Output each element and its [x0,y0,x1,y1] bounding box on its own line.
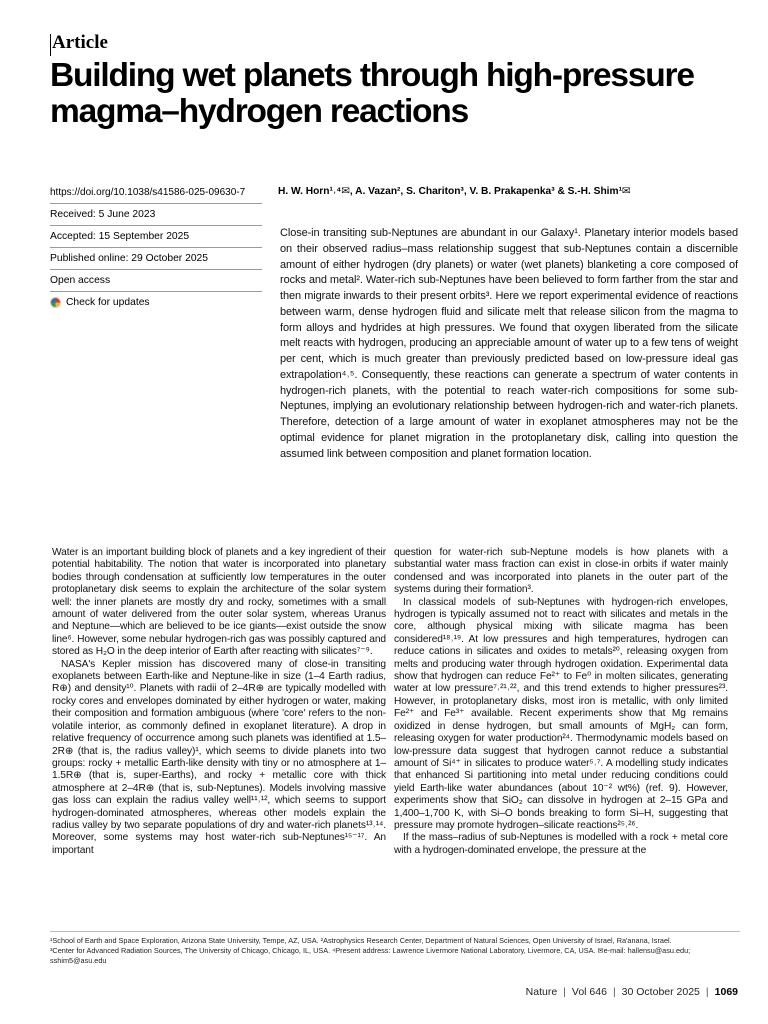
article-metadata [50,182,262,313]
issue-date: 30 October 2025 [621,986,700,998]
body-column-right [394,547,728,857]
journal-volume: Vol 646 [571,986,607,998]
footer-separator: | [563,986,566,998]
received-date: Received: 5 June 2023 [50,204,262,226]
article-type-label: Article [52,32,108,53]
header-rule [50,34,51,56]
accepted-date: Accepted: 15 September 2025 [50,226,262,248]
body-column-left [52,547,386,857]
abstract: Close-in transiting sub-Neptunes are abundant in our Galaxy¹. Planetary interior models based on their observed radius–mass relationship suggest that sub-Neptunes contain a discernible amount of either hydrogen (dry planets) or water (wet planets) blanketing a core composed of rocks and metal². Water-rich sub-Neptunes have been believed to form farther from the star and then migrate inwards to their present orbits³. Here we report experimental evidence of reactions between warm, dense hydrogen fluid and silicate melt that release silicon from the magma to form alloys and hydrides at high pressures. We found that oxygen liberated from the silicate melt reacts with hydrogen, producing an appreciable amount of water up to a few tens of weight per cent, which is much greater than previously predicted based on low-pressure ideal gas extrapolation⁴˒⁵. Consequently, these reactions can generate a spectrum of water contents in hydrogen-rich planets, with the potential to reach water-rich compositions for some sub-Neptunes, implying an evolutionary relationship between hydrogen-rich and water-rich planets. Therefore, detection of a large amount of water in exoplanet atmospheres may not be the optimal evidence for planet migration in the protoplanetary disk, calling into question the assumed link between composition and planet formation location. [280,227,738,460]
check-for-updates-link[interactable] [50,292,262,313]
footer-separator: | [705,986,709,998]
page-footer [526,986,738,998]
author-list: H. W. Horn¹˒⁴✉, A. Vazan², S. Chariton³, V. B. Prakapenka³ & S.-H. Shim¹✉ [278,186,631,197]
doi-link[interactable]: https://doi.org/10.1038/s41586-025-09630-7 [50,182,262,204]
page-number: 1069 [714,986,738,998]
journal-name: Nature [525,986,558,998]
footer-separator: | [612,986,616,998]
article-title: Building wet planets through high-pressure magma–hydrogen reactions [50,57,694,130]
affiliation-line: ³Center for Advanced Radiation Sources, The University of Chicago, Chicago, IL, USA. ⁴Present address: Lawrence Livermore National Laboratory, Livermore, CA, USA. ✉e-mail: hallensu@asu.edu; [50,945,691,955]
body-paragraph: In classical models of sub-Neptunes with hydrogen-rich envelopes, hydrogen is typically assumed not to react with silicates and metals in the core, although physical mixing with silicate magma has been considered¹⁸˒¹⁹. At low pressures and high temperatures, hydrogen can reduce cations in silicates and oxides to metals²⁰, releasing oxygen from melts and producing water through hydrogen oxidation. Experimental data show that hydrogen can reduce Fe²⁺ to Fe⁰ in molten silicates, generating water at low pressure⁷˒²¹˒²², and this trend extends to higher pressures²³. However, in protoplanetary disks, most iron is metallic, with only limited Fe²⁺ and Fe³⁺ available. Recent experiments show that Mg remains oxidized in dense hydrogen, but small amounts of MgH₂ can form, releasing oxygen for water production²⁴. Thermodynamic models based on low-pressure data suggest that hydrogen cannot reduce a substantial amount of Si⁴⁺ in silicates to produce water⁵˒⁷. A modelling study indicates that enhanced Si partitioning into metal under reducing conditions could yield Earth-like water abundances (about 10⁻² wt%) (ref. 9). However, experiments show that SiO₂ can dissolve in hydrogen at 2–15 GPa and 1,400–1,700 K, with Si–O bonds breaking to form Si–H, suggesting that pressure may promote hydrogen–silicate reactions²⁵˒²⁶. [394,596,728,831]
affiliations-footnotes [50,931,740,965]
body-paragraph: question for water-rich sub-Neptune models is how planets with a substantial water mass fraction can exist in close-in orbits if water mainly condensed and was incorporated into planets in the outer part of the systems during their formation³. [394,547,728,596]
body-paragraph: Water is an important building block of planets and a key ingredient of their potential habitability. The notion that water is incorporated into planetary bodies through condensation at sufficiently low temperatures in the outer protoplanetary disk seems to explain the architecture of the solar system well: the inner planets are mostly dry and rocky, sometimes with a small amount of water delivered from the outer solar system, whereas Uranus and Neptune—which are believed to be ice giants—exist outside the snow line⁶. However, some nebular hydrogen-rich gas was possibly captured and stored as H₂O in the deep interior of Earth after reacting with silicates⁷⁻⁹. [52,547,386,658]
affiliation-line: sshim5@asu.edu [50,955,107,965]
crossmark-icon [50,297,61,308]
open-access-label: Open access [50,270,262,292]
check-for-updates-label: Check for updates [66,297,150,308]
body-paragraph: If the mass–radius of sub-Neptunes is modelled with a rock + metal core with a hydrogen-dominated envelope, the pressure at the [394,832,728,856]
body-paragraph: NASA's Kepler mission has discovered many of close-in transiting exoplanets between Earth-like and Neptune-like in size (1–4 Earth radius, R⊕) and density¹⁰. Planets with radii of 2–4R⊕ are typically modelled with rocky cores and envelopes dominated by either hydrogen or water, making their composition and formation ambiguous (where 'core' refers to the non-volatile interior, as commonly defined in exoplanet literature). A drop in relative frequency of occurrence among such planets was identified at 1.5–2R⊕ (that is, the radius valley)¹, which seems to divide planets into two groups: rocky + metallic Earth-like density with tiny or no atmosphere at 1–1.5R⊕ (that is, super-Earths), and rocky + metallic core with thick atmosphere at 2–4R⊕ (that is, sub-Neptunes). Models involving massive gas loss can explain the radius valley well¹¹˒¹², which seems to support hydrogen-dominated atmospheres, whereas other models explain the radius valley by two separate populations of dry and water-rich planets¹³˒¹⁴. Moreover, some systems may host water-rich sub-Neptunes¹⁵⁻¹⁷. An important [52,658,386,856]
affiliation-line: ¹School of Earth and Space Exploration, Arizona State University, Tempe, AZ, USA. ²Astrophysics Research Center, Department of Natural Sciences, Open University of Israel, Ra'anana, Israel. [50,936,672,945]
published-date: Published online: 29 October 2025 [50,248,262,270]
